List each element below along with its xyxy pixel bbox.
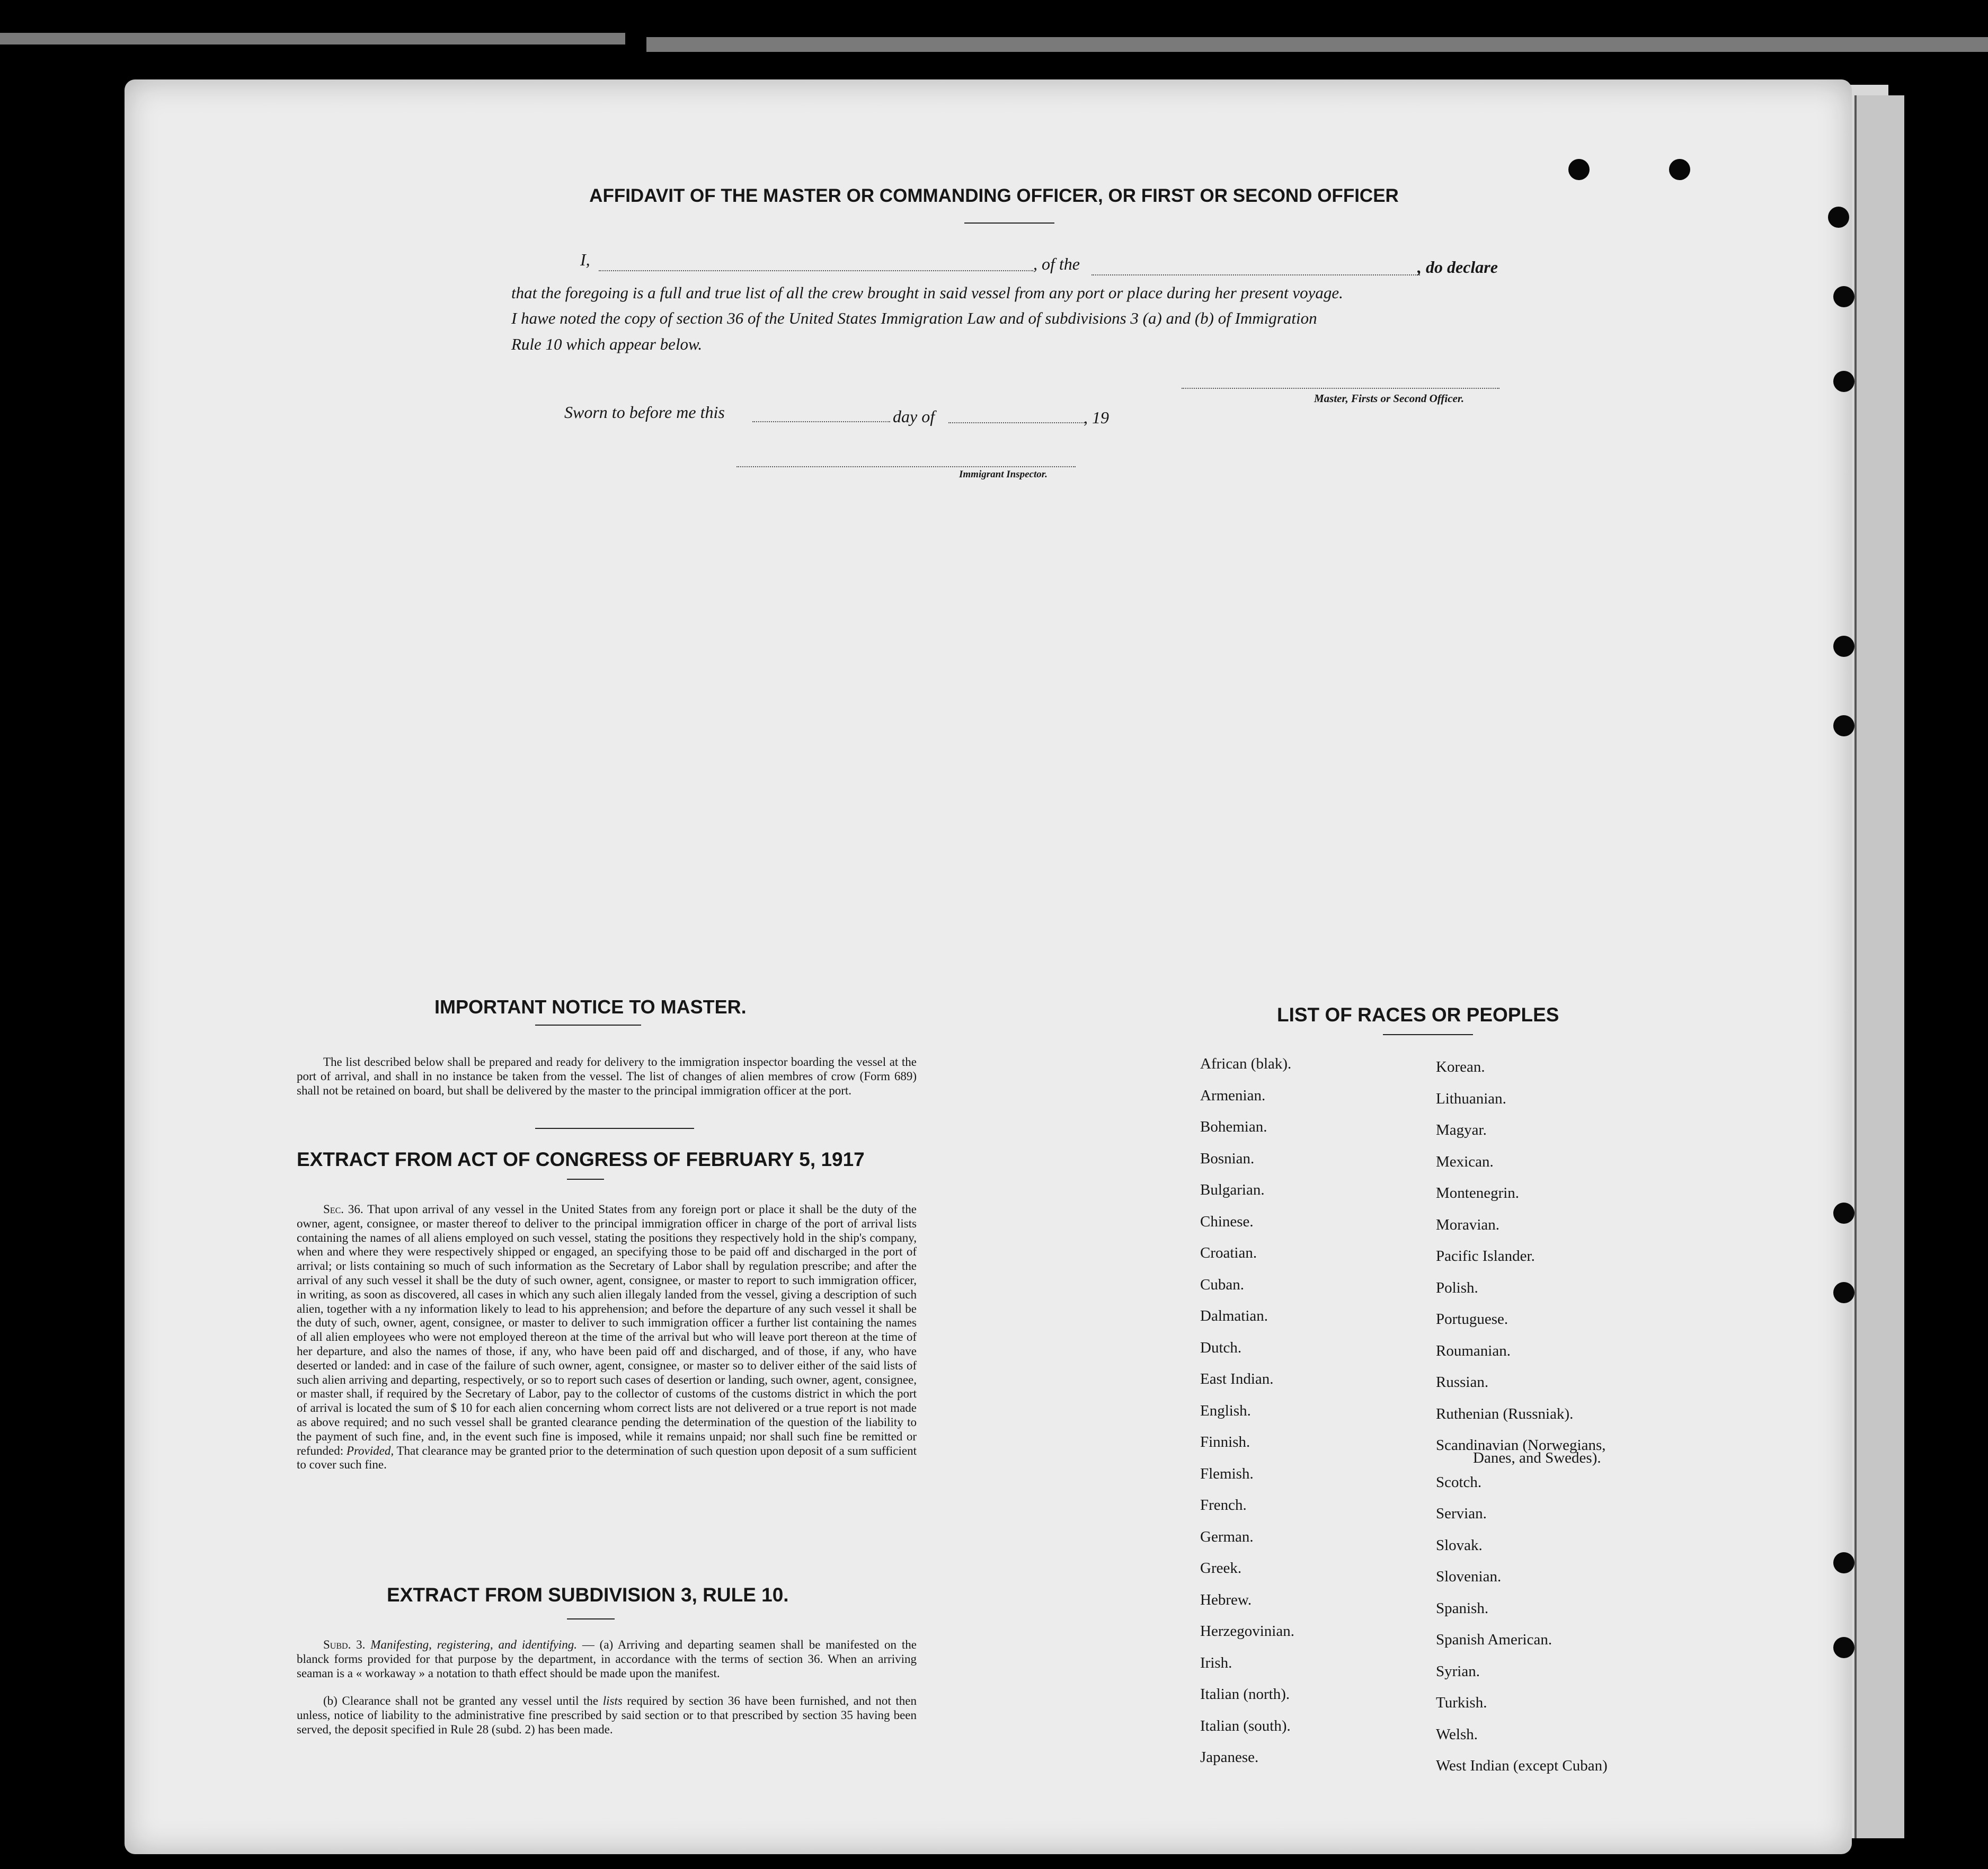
race-item: Spanish American. [1436, 1631, 1552, 1648]
punch-hole [1833, 1282, 1854, 1303]
rule-divider [567, 1618, 615, 1619]
race-item: Finnish. [1200, 1434, 1250, 1450]
race-item: Chinese. [1200, 1213, 1254, 1230]
race-item: Scotch. [1436, 1473, 1482, 1491]
rule-para-b-lists: lists [602, 1694, 623, 1707]
affiant-label: I, [580, 250, 590, 269]
race-item: Japanese. [1200, 1749, 1259, 1766]
affidavit-line-2: that the foregoing is a full and true list of all the crew brought in said vessel from any port or place during her present voyage. [511, 283, 1343, 302]
race-item: Bohemian. [1200, 1118, 1267, 1135]
act-section-36 [297, 1203, 917, 1472]
punch-hole [1833, 715, 1854, 736]
punch-hole [1568, 159, 1590, 180]
sworn-day-field[interactable] [752, 421, 890, 422]
race-item: French. [1200, 1497, 1247, 1514]
day-of-label: day of [893, 407, 935, 426]
punch-hole [1833, 286, 1854, 307]
race-item: Lithuanian. [1436, 1090, 1506, 1107]
race-item: Portuguese. [1436, 1311, 1508, 1328]
race-item: Herzegovinian. [1200, 1623, 1294, 1640]
rule-subd-heading: Manifesting, registering, and identifying. [370, 1638, 577, 1651]
race-item: Dalmatian. [1200, 1307, 1268, 1324]
punch-hole [1828, 207, 1849, 228]
act-title: EXTRACT FROM ACT OF CONGRESS OF FEBRUARY 5, 1917 [297, 1149, 865, 1170]
do-declare-label: , do declare [1417, 257, 1498, 277]
rule-para-b [297, 1694, 917, 1737]
race-item: Dutch. [1200, 1339, 1242, 1356]
race-item: Greek. [1200, 1560, 1242, 1577]
rule-para-b-rest: required by section 36 have been furnished, and not then unless, notice of liability to the administrative fine prescribed by said section or to that prescribed by section 35 having been served, the deposit specified in Rule 28 (subd. 2) has been made. [297, 1694, 917, 1736]
races-divider [1383, 1034, 1473, 1035]
title-underline [964, 222, 1054, 224]
notice-body: The list described below shall be prepared and ready for delivery to the immigration inspector boarding the vessel at the port of arrival, and shall in no instance be taken from the vessel. The list of changes of alien membres of crow (Form 689) shall not be retained on board, but shall be delivered by the master to the principal immigration officer at the port. [297, 1055, 917, 1097]
of-the-label: , of the [1033, 254, 1080, 273]
notice-divider [535, 1025, 641, 1026]
punch-hole [1669, 159, 1690, 180]
rule-subd-label: Subd. 3. [323, 1638, 366, 1651]
binder-strip-left [0, 33, 625, 44]
race-item: African (blak). [1200, 1055, 1292, 1072]
punch-hole [1833, 636, 1854, 657]
year-label: , 19 [1084, 408, 1109, 427]
affiant-name-field[interactable] [599, 270, 1033, 271]
sworn-label: Sworn to before me this [564, 403, 725, 422]
race-item: Russian. [1436, 1374, 1489, 1391]
sworn-month-field[interactable] [948, 422, 1086, 423]
race-item: Hebrew. [1200, 1591, 1252, 1608]
race-item: Mexican. [1436, 1153, 1494, 1170]
punch-hole [1833, 371, 1854, 392]
race-item: Italian (north). [1200, 1686, 1290, 1703]
notice-title: IMPORTANT NOTICE TO MASTER. [434, 996, 747, 1018]
race-item: Cuban. [1200, 1276, 1244, 1293]
race-item: Italian (south). [1200, 1717, 1291, 1734]
race-item: West Indian (except Cuban) [1436, 1757, 1608, 1774]
races-title: LIST OF RACES OR PEOPLES [1277, 1004, 1559, 1026]
punch-hole [1833, 1637, 1854, 1658]
race-item: Syrian. [1436, 1662, 1480, 1680]
race-item: Slovenian. [1436, 1568, 1502, 1585]
rule-para-b-start: (b) Clearance shall not be granted any vessel until the [323, 1694, 599, 1707]
race-item: Bulgarian. [1200, 1181, 1265, 1198]
race-item: Spanish. [1436, 1599, 1489, 1617]
rule-title: EXTRACT FROM SUBDIVISION 3, RULE 10. [387, 1584, 789, 1606]
master-signature-field[interactable] [1182, 388, 1499, 389]
vessel-name-field[interactable] [1091, 274, 1420, 275]
binder-strip-right [646, 37, 1988, 52]
race-item: English. [1200, 1402, 1251, 1419]
race-item: Ruthenian (Russniak). [1436, 1405, 1574, 1422]
affidavit-line-3: I hawe noted the copy of section 36 of the United States Immigration Law and of subdivisions 3 (a) and (b) of Immigration [511, 309, 1317, 327]
race-item: Irish. [1200, 1654, 1232, 1671]
form-page [125, 79, 1852, 1854]
affidavit-line-4: Rule 10 which appear below. [511, 335, 703, 353]
rule-para-a [297, 1638, 917, 1680]
race-item: Slovak. [1436, 1536, 1483, 1554]
race-item: Turkish. [1436, 1694, 1487, 1711]
race-item: Armenian. [1200, 1087, 1266, 1104]
race-item: Roumanian. [1436, 1342, 1511, 1359]
inspector-caption: Immigrant Inspector. [959, 469, 1048, 480]
punch-hole [1833, 1552, 1854, 1573]
race-item: Polish. [1436, 1279, 1478, 1296]
race-item: Flemish. [1200, 1465, 1254, 1482]
notice-end-rule [535, 1128, 694, 1129]
race-item: Moravian. [1436, 1216, 1499, 1233]
race-item: German. [1200, 1528, 1254, 1545]
race-item: Magyar. [1436, 1122, 1487, 1138]
race-item: Korean. [1436, 1058, 1485, 1075]
race-item: Scandinavian (Norwegians, [1436, 1437, 1606, 1454]
race-item: Bosnian. [1200, 1150, 1255, 1167]
race-item: East Indian. [1200, 1370, 1274, 1387]
act-provided: Provided, [346, 1444, 394, 1457]
stacked-page-edge-2 [1854, 95, 1904, 1838]
punch-hole [1833, 1203, 1854, 1224]
race-item: Montenegrin. [1436, 1185, 1520, 1202]
act-section-tail: That clearance may be granted prior to the determination of such question upon deposit of a sum sufficient to cover such fine. [297, 1444, 917, 1472]
race-item: Welsh. [1436, 1725, 1478, 1743]
race-item: Danes, and Swedes). [1473, 1449, 1601, 1466]
act-divider [567, 1179, 604, 1180]
inspector-signature-field[interactable] [736, 466, 1076, 467]
race-item: Pacific Islander. [1436, 1248, 1535, 1265]
master-caption: Master, Firsts or Second Officer. [1314, 392, 1465, 405]
affidavit-title: AFFIDAVIT OF THE MASTER OR COMMANDING OFFICER, OR FIRST OR SECOND OFFICER [589, 185, 1399, 206]
act-section-text: That upon arrival of any vessel in the United States from any foreign port or place it shall be the duty of the owner, agent, consignee, or master thereof to deliver to the principal immigration officer in charge of the port of arrival lists containing the names of all aliens employed on such vessel, stating the positions they respectively hold in the ship's company, when and where they were respectively shipped or engaged, an specifying those to be paid off and discharged in the port of arrival; or lists containing so much of such information as the Secretary of Labor shall by regulation prescribe; and after the arrival of any such vessel it shall be the duty of such owner, agent, consignee, or master to report to such immigration officer, in writing, as soon as discovered, all cases in which any such alien illegaly landed from the vessel, giving a description of such alien, together with a ny information likely to lead to his apprehension; and before the departure of any such vessel it shall be the duty of such, owner, agent, consignee, or master to deliver to such immigration officer a further list containing the names of all alien employees who were not employed thereon at the time of the arrival but who will leave port thereon at the time of her departure, and also the names of those, if any, who have been paid off and discharged, and of those, if any, who have deserted or landed: and in case of the failure of such owner, agent, consignee, or master so to deliver either of the said lists of such alien arriving and departing, respectively, or so to report such cases of desertion or landing, such owner, agent, consignee, or master shall, if required by the Secretary of Labor, pay to the collector of customs of the customs district in which the port of arrival is located the sum of $ 10 for each alien concerning whom correct lists are not delivered or a true report is not made as above required; and no such vessel shall be granted clearance pending the determination of the question of the liability to the payment of such fine, and, in the event such fine is imposed, while it remains unpaid; nor shall such fine be remitted or refunded: [297, 1203, 917, 1457]
act-section-label: Sec. 36. [323, 1203, 363, 1216]
race-item: Croatian. [1200, 1244, 1257, 1261]
race-item: Servian. [1436, 1505, 1487, 1522]
rule-para-a-text: — (a) Arriving and departing seamen shall be manifested on the blanck forms provided for that purpose by the department, in accordance with the terms of section 36. When an arriving seaman is a « workaway » a notation to thath effect should be made upon the manifest. [297, 1638, 917, 1680]
